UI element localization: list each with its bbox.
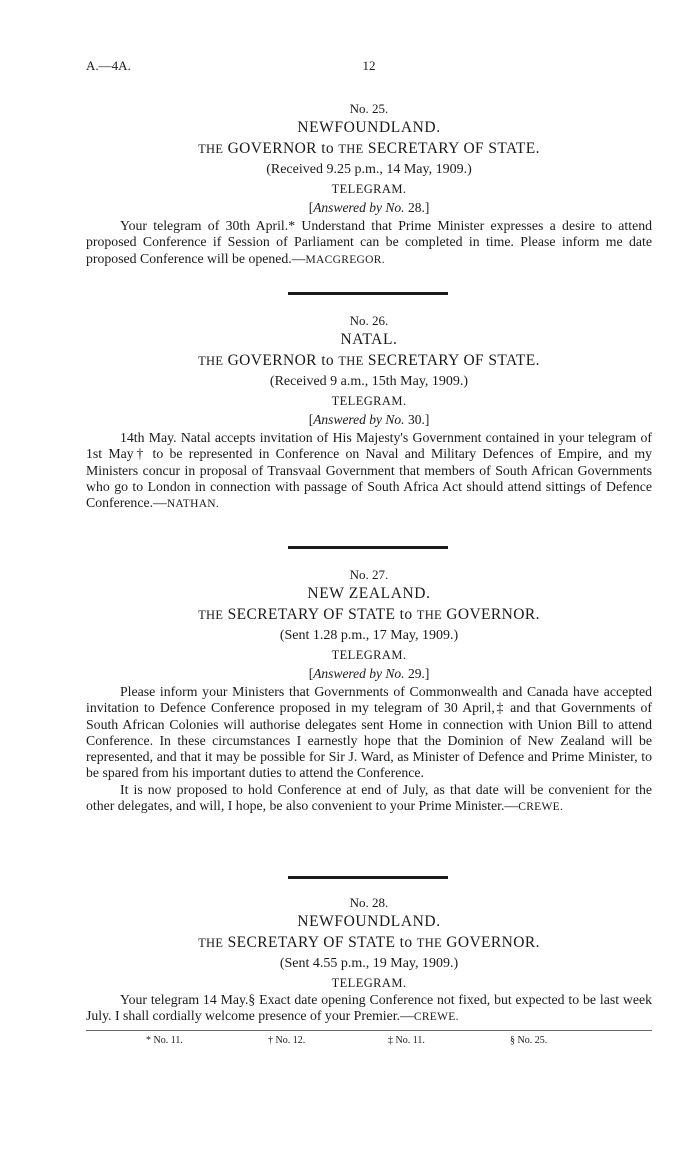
telegram-label: TELEGRAM. (331, 182, 407, 196)
telegram-label: TELEGRAM. (331, 394, 407, 408)
footnote: ‡ No. 11. (388, 1035, 425, 1046)
telegram-body: Your telegram 14 May.§ Exact date opening Conference not fixed, but expected to be last week July. I shall cordially welcome presence of your Premier.—CREWE. (86, 992, 652, 1024)
telegram-no-26 (86, 312, 652, 512)
footnote: † No. 12. (268, 1035, 306, 1046)
telegram-no-25 (86, 100, 652, 268)
colony-heading: NEWFOUNDLAND. (297, 913, 441, 930)
sender-recipient-line: THE GOVERNOR to THE SECRETARY OF STATE. (198, 352, 540, 369)
telegram-body: Please inform your Ministers that Governments of Commonwealth and Canada have accepted invitation to Defence Conference proposed in my telegram of 30 April,‡ and that Governments of South African Colonies will authorise delegates sent Home in connection with Union Bill to attend Conference. In these circumstances I earnestly hope that the Dominion of New Zealand will be represented, and that it may be possible for Sir J. Ward, as Minister of Defence and Prime Minister, to be spared from his important duties to attend the Conference. (86, 684, 652, 781)
signature: MACGREGOR. (305, 253, 385, 266)
telegram-body-continued: It is now proposed to hold Conference at end of July, as that date will be convenient for the other delegates, and will, I hope, be also convenient to your Prime Minister.—CREWE. (86, 781, 652, 814)
colony-heading: NEW ZEALAND. (307, 585, 431, 602)
telegram-no-28 (86, 894, 652, 1026)
telegram-label: TELEGRAM. (331, 976, 407, 990)
page-number: 12 (362, 58, 376, 73)
received-line: (Received 9.25 p.m., 14 May, 1909.) (266, 162, 472, 177)
sender-recipient-line: THE SECRETARY OF STATE to THE GOVERNOR. (198, 606, 540, 623)
telegram-body: Your telegram of 30th April.* Understand that Prime Minister expresses a desire to attend proposed Conference if Session of Parliament can be completed in time. Please inform me date proposed Conference will be opened.—MACGREGOR. (86, 218, 652, 266)
colony-heading: NATAL. (340, 331, 398, 348)
received-line: (Sent 4.55 p.m., 19 May, 1909.) (279, 956, 459, 971)
sender-recipient-line: THE GOVERNOR to THE SECRETARY OF STATE. (198, 140, 540, 157)
telegram-body: 14th May. Natal accepts invitation of His Majesty's Government contained in your telegram of 1st May† to be represented in Conference on Naval and Military Defences of Empire, and my Ministers concur in proposal of Transvaal Government that members of South African Governments who go to London in connection with passage of South Africa Act should attend sittings of Defence Conference.—NATHAN. (86, 430, 652, 511)
telegram-number: No. 28. (349, 895, 389, 910)
document-reference: A.—4A. (86, 58, 131, 73)
telegram-number: No. 27. (349, 567, 389, 582)
section-divider (288, 292, 448, 295)
telegram-no-27 (86, 566, 652, 815)
section-divider (288, 876, 448, 879)
footnote: § No. 25. (510, 1035, 548, 1046)
footnotes (86, 1030, 652, 1049)
received-line: (Sent 1.28 p.m., 17 May, 1909.) (279, 628, 459, 643)
sender-recipient-line: THE SECRETARY OF STATE to THE GOVERNOR. (198, 934, 540, 951)
signature: CREWE. (518, 801, 564, 814)
answered-by-note: [Answered by No. 28.] (308, 200, 430, 215)
signature: CREWE. (413, 1011, 459, 1024)
footnote: * No. 11. (146, 1035, 183, 1046)
page-header (86, 58, 652, 78)
colony-heading: NEWFOUNDLAND. (297, 119, 441, 136)
signature: NATHAN. (166, 498, 220, 511)
section-divider (288, 546, 448, 549)
answered-by-note: [Answered by No. 29.] (308, 666, 430, 681)
telegram-number: No. 26. (349, 313, 389, 328)
telegram-label: TELEGRAM. (331, 648, 407, 662)
telegram-number: No. 25. (349, 101, 389, 116)
received-line: (Received 9 a.m., 15th May, 1909.) (269, 374, 469, 389)
answered-by-note: [Answered by No. 30.] (308, 412, 430, 427)
